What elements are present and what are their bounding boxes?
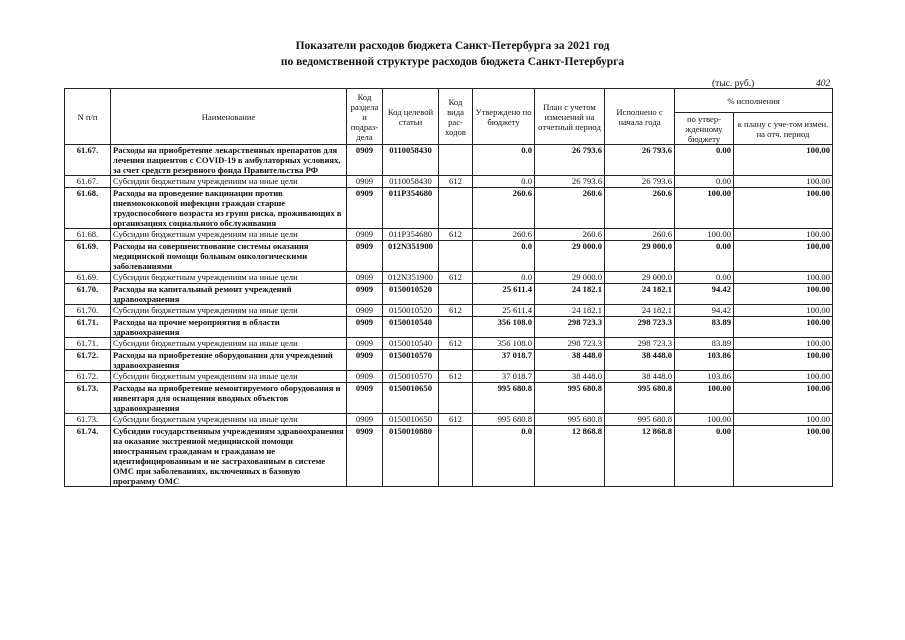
cell-pct-plan: 100.00	[734, 272, 833, 284]
cell-pct-plan: 100.00	[734, 350, 833, 371]
cell-n: 61.71.	[65, 338, 111, 350]
document-title-line-1: Показатели расходов бюджета Санкт-Петербурга за 2021 год	[295, 40, 610, 52]
cell-vid: 612	[439, 229, 473, 241]
cell-vid: 612	[439, 371, 473, 383]
cell-pct-plan: 100.00	[734, 241, 833, 272]
cell-pct-approved: 94.42	[675, 305, 734, 317]
cell-approved: 260.6	[473, 188, 535, 229]
cell-executed: 995 680.8	[605, 383, 675, 414]
cell-name: Расходы на приобретение немонтируемого оборудования и инвентаря для оснащения вводных объектов здравоохранения	[111, 383, 347, 414]
cell-approved: 0.0	[473, 176, 535, 188]
cell-vid	[439, 145, 473, 176]
table-row-item	[65, 145, 833, 176]
cell-pct-approved: 94.42	[675, 284, 734, 305]
budget-table	[64, 88, 833, 487]
cell-approved: 0.0	[473, 241, 535, 272]
cell-approved: 260.6	[473, 229, 535, 241]
cell-name: Расходы на приобретение оборудования для учреждений здравоохранения	[111, 350, 347, 371]
cell-target: 0150010540	[383, 317, 439, 338]
cell-plan: 298 723.3	[535, 317, 605, 338]
cell-vid	[439, 350, 473, 371]
cell-n: 61.72.	[65, 350, 111, 371]
cell-plan: 24 182.1	[535, 284, 605, 305]
header-pct-approved: по утвер-жденному бюджету	[675, 113, 734, 145]
cell-executed: 24 182.1	[605, 305, 675, 317]
cell-plan: 24 182.1	[535, 305, 605, 317]
cell-vid	[439, 426, 473, 487]
table-row-subitem	[65, 371, 833, 383]
cell-pct-approved: 100.00	[675, 414, 734, 426]
cell-pct-plan: 100.00	[734, 338, 833, 350]
cell-approved: 37 018.7	[473, 371, 535, 383]
cell-target: 0150010880	[383, 426, 439, 487]
cell-pct-plan: 100.00	[734, 188, 833, 229]
cell-name: Субсидии бюджетным учреждениям на иные цели	[111, 414, 347, 426]
cell-pct-approved: 0.00	[675, 241, 734, 272]
cell-n: 61.72.	[65, 371, 111, 383]
cell-name: Субсидии государственным учреждениям здравоохранения на оказание экстренной медицинской помощи иностранным гражданам и гражданам не идентифицированным и не застрахованным в системе ОМС при заболеваниях, включенных в базовую программу ОМС	[111, 426, 347, 487]
cell-approved: 995 680.8	[473, 414, 535, 426]
cell-pct-approved: 0.00	[675, 272, 734, 284]
cell-plan: 995 680.8	[535, 414, 605, 426]
cell-approved: 356 108.0	[473, 317, 535, 338]
cell-target: 0110058430	[383, 145, 439, 176]
header-target: Код целевой статьи	[383, 89, 439, 145]
table-row-subitem	[65, 338, 833, 350]
header-pct-group: % исполнения	[675, 89, 833, 113]
cell-pct-plan: 100.00	[734, 383, 833, 414]
cell-vid	[439, 241, 473, 272]
cell-name: Субсидии бюджетным учреждениям на иные цели	[111, 176, 347, 188]
cell-executed: 260.6	[605, 229, 675, 241]
cell-n: 61.73.	[65, 414, 111, 426]
header-pct-plan: к плану с уче-том измен. на отч. период	[734, 113, 833, 145]
cell-plan: 29 000.0	[535, 241, 605, 272]
document-title-line-2: по ведомственной структуре расходов бюджета Санкт-Петербурга	[280, 56, 625, 68]
cell-target: 011P354680	[383, 188, 439, 229]
cell-razdel: 0909	[347, 145, 383, 176]
cell-executed: 298 723.3	[605, 338, 675, 350]
cell-razdel: 0909	[347, 414, 383, 426]
table-row-item	[65, 284, 833, 305]
cell-pct-approved: 83.89	[675, 338, 734, 350]
cell-pct-plan: 100.00	[734, 305, 833, 317]
cell-name: Расходы на приобретение лекарственных препаратов для лечения пациентов с COVID-19 в амбулаторных условиях, за счет средств резервного фонда Правительства РФ	[111, 145, 347, 176]
cell-pct-plan: 100.00	[734, 426, 833, 487]
cell-pct-approved: 100.00	[675, 188, 734, 229]
cell-plan: 38 448.0	[535, 350, 605, 371]
cell-vid: 612	[439, 305, 473, 317]
cell-razdel: 0909	[347, 284, 383, 305]
cell-name: Расходы на совершенствование системы оказания медицинской помощи больным онкологическими заболеваниями	[111, 241, 347, 272]
cell-executed: 24 182.1	[605, 284, 675, 305]
table-row-subitem	[65, 229, 833, 241]
cell-executed: 29 000.0	[605, 241, 675, 272]
cell-pct-approved: 0.00	[675, 145, 734, 176]
cell-pct-approved: 0.00	[675, 426, 734, 487]
cell-executed: 12 868.8	[605, 426, 675, 487]
cell-vid: 612	[439, 414, 473, 426]
cell-plan: 298 723.3	[535, 338, 605, 350]
cell-target: 0110058430	[383, 176, 439, 188]
cell-plan: 38 448.0	[535, 371, 605, 383]
cell-executed: 26 793.6	[605, 176, 675, 188]
table-row-subitem	[65, 414, 833, 426]
cell-pct-approved: 0.00	[675, 176, 734, 188]
cell-pct-plan: 100.00	[734, 317, 833, 338]
cell-razdel: 0909	[347, 241, 383, 272]
cell-vid	[439, 317, 473, 338]
cell-target: 0150010520	[383, 305, 439, 317]
cell-razdel: 0909	[347, 272, 383, 284]
cell-pct-plan: 100.00	[734, 371, 833, 383]
cell-executed: 29 000.0	[605, 272, 675, 284]
table-row-subitem	[65, 305, 833, 317]
table-row-item	[65, 241, 833, 272]
table-row-item	[65, 350, 833, 371]
header-vid: Код вида рас-ходов	[439, 89, 473, 145]
cell-plan: 26 793.6	[535, 145, 605, 176]
cell-n: 61.69.	[65, 272, 111, 284]
cell-target: 011P354680	[383, 229, 439, 241]
cell-target: 012N351900	[383, 241, 439, 272]
cell-pct-approved: 83.89	[675, 317, 734, 338]
cell-approved: 37 018.7	[473, 350, 535, 371]
cell-target: 0150010540	[383, 338, 439, 350]
header-n: N п/п	[65, 89, 111, 145]
cell-executed: 260.6	[605, 188, 675, 229]
cell-target: 0150010570	[383, 371, 439, 383]
cell-n: 61.67.	[65, 145, 111, 176]
cell-name: Субсидии бюджетным учреждениям на иные цели	[111, 305, 347, 317]
cell-vid	[439, 188, 473, 229]
cell-razdel: 0909	[347, 188, 383, 229]
cell-approved: 25 611.4	[473, 305, 535, 317]
cell-n: 61.69.	[65, 241, 111, 272]
header-razdel: Код раздела и подраз-дела	[347, 89, 383, 145]
table-row-item	[65, 317, 833, 338]
cell-executed: 38 448.0	[605, 371, 675, 383]
cell-target: 0150010570	[383, 350, 439, 371]
cell-approved: 25 611.4	[473, 284, 535, 305]
cell-target: 0150010520	[383, 284, 439, 305]
cell-name: Субсидии бюджетным учреждениям на иные цели	[111, 229, 347, 241]
cell-target: 0150010650	[383, 383, 439, 414]
cell-razdel: 0909	[347, 338, 383, 350]
cell-razdel: 0909	[347, 350, 383, 371]
cell-vid: 612	[439, 272, 473, 284]
cell-plan: 29 000.0	[535, 272, 605, 284]
table-row-subitem	[65, 176, 833, 188]
cell-name: Расходы на прочие мероприятия в области здравоохранения	[111, 317, 347, 338]
cell-razdel: 0909	[347, 305, 383, 317]
cell-vid: 612	[439, 176, 473, 188]
cell-pct-approved: 103.86	[675, 350, 734, 371]
table-row-item	[65, 188, 833, 229]
cell-approved: 995 680.8	[473, 383, 535, 414]
cell-razdel: 0909	[347, 229, 383, 241]
cell-plan: 26 793.6	[535, 176, 605, 188]
cell-n: 61.67.	[65, 176, 111, 188]
cell-executed: 26 793.6	[605, 145, 675, 176]
cell-approved: 0.0	[473, 426, 535, 487]
cell-name: Расходы на проведение вакцинации против пневмококковой инфекции граждан старше трудоспособного возраста из групп риска, проживающих в организациях социального обслуживания	[111, 188, 347, 229]
cell-approved: 0.0	[473, 145, 535, 176]
cell-executed: 995 680.8	[605, 414, 675, 426]
cell-approved: 0.0	[473, 272, 535, 284]
cell-n: 61.71.	[65, 317, 111, 338]
header-executed: Исполнено с начала года	[605, 89, 675, 145]
cell-pct-plan: 100.00	[734, 176, 833, 188]
cell-pct-approved: 100.00	[675, 229, 734, 241]
page-number: 402	[816, 79, 831, 89]
cell-pct-approved: 103.86	[675, 371, 734, 383]
table-row-item	[65, 426, 833, 487]
cell-name: Расходы на капитальный ремонт учреждений здравоохранения	[111, 284, 347, 305]
cell-executed: 38 448.0	[605, 350, 675, 371]
cell-razdel: 0909	[347, 371, 383, 383]
cell-approved: 356 108.0	[473, 338, 535, 350]
cell-plan: 12 868.8	[535, 426, 605, 487]
cell-n: 61.68.	[65, 188, 111, 229]
cell-pct-approved: 100.00	[675, 383, 734, 414]
header-plan: План с учетом изменений на отчетный период	[535, 89, 605, 145]
cell-n: 61.68.	[65, 229, 111, 241]
table-row-item	[65, 383, 833, 414]
units-label: (тыс. руб.)	[712, 79, 755, 89]
cell-name: Субсидии бюджетным учреждениям на иные цели	[111, 371, 347, 383]
cell-razdel: 0909	[347, 383, 383, 414]
cell-vid: 612	[439, 338, 473, 350]
cell-target: 0150010650	[383, 414, 439, 426]
header-approved: Утверждено по бюджету	[473, 89, 535, 145]
header-name: Наименование	[111, 89, 347, 145]
cell-n: 61.70.	[65, 305, 111, 317]
cell-razdel: 0909	[347, 317, 383, 338]
cell-plan: 260.6	[535, 229, 605, 241]
cell-n: 61.74.	[65, 426, 111, 487]
cell-pct-plan: 100.00	[734, 284, 833, 305]
table-row-subitem	[65, 272, 833, 284]
cell-name: Субсидии бюджетным учреждениям на иные цели	[111, 338, 347, 350]
cell-plan: 260.6	[535, 188, 605, 229]
cell-n: 61.73.	[65, 383, 111, 414]
cell-executed: 298 723.3	[605, 317, 675, 338]
cell-plan: 995 680.8	[535, 383, 605, 414]
cell-pct-plan: 100.00	[734, 414, 833, 426]
cell-n: 61.70.	[65, 284, 111, 305]
cell-target: 012N351900	[383, 272, 439, 284]
cell-name: Субсидии бюджетным учреждениям на иные цели	[111, 272, 347, 284]
cell-razdel: 0909	[347, 426, 383, 487]
cell-pct-plan: 100.00	[734, 229, 833, 241]
cell-pct-plan: 100.00	[734, 145, 833, 176]
table-body	[65, 145, 833, 487]
cell-vid	[439, 383, 473, 414]
cell-vid	[439, 284, 473, 305]
cell-razdel: 0909	[347, 176, 383, 188]
